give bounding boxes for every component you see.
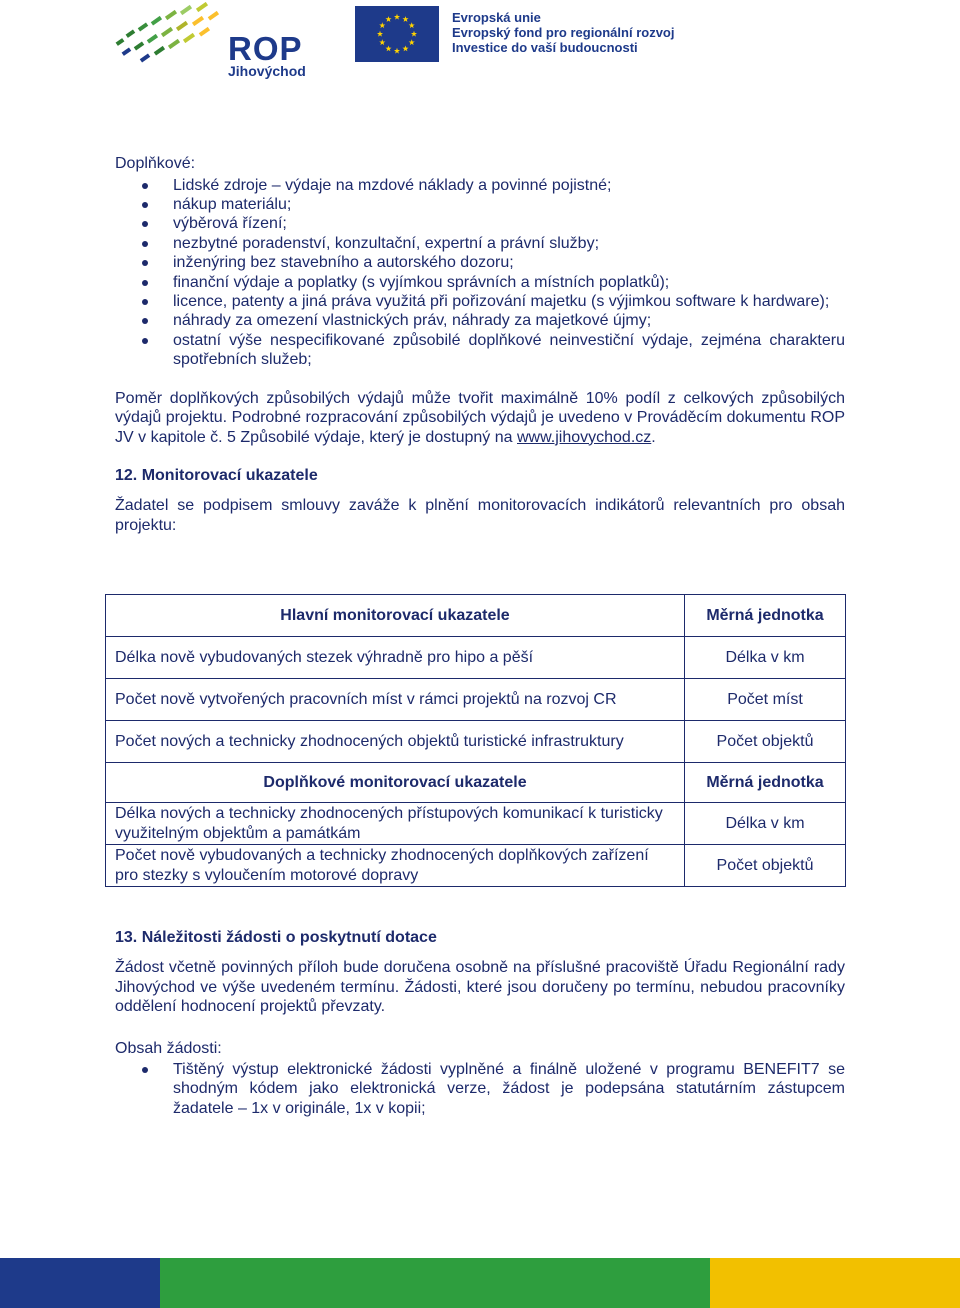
section-12-paragraph: Žadatel se podpisem smlouvy zaváže k plnění monitorovacích indikátorů relevantních pro obsah projektu: — [115, 497, 845, 534]
table-cell: Délka nově vybudovaných stezek výhradně pro hipo a pěší — [106, 637, 685, 679]
list-item: licence, patenty a jiná práva využitá při pořizování majetku (s výjimkou software k hardware); — [115, 292, 845, 311]
page-header — [0, 0, 960, 95]
table-row — [106, 845, 846, 887]
section-13-title: 13. Náležitosti žádosti o poskytnutí dotace — [115, 929, 437, 946]
bullet-icon — [142, 338, 148, 344]
doplnkove-list — [115, 176, 845, 370]
document-body — [115, 154, 845, 535]
bullet-icon — [142, 241, 148, 247]
list-item: výběrová řízení; — [115, 214, 845, 233]
footer-bar-segment — [0, 1258, 160, 1308]
table-header-cell: Měrná jednotka — [685, 595, 846, 637]
bullet-icon — [142, 260, 148, 266]
section-13-paragraph: Žádost včetně povinných příloh bude doručena osobně na příslušné pracoviště Úřadu Regionální rady Jihovýchod ve výše uvedeném termínu. Žádosti, které jsou doručeny po termínu, nebudou pracovníky oddělení hodnocení projektů převzaty. — [115, 959, 845, 1015]
list-item: nákup materiálu; — [115, 195, 845, 214]
table-header-row — [106, 595, 846, 637]
table-header-row — [106, 763, 846, 803]
table-header-cell: Doplňkové monitorovací ukazatele — [106, 763, 685, 803]
bullet-icon — [142, 183, 148, 189]
bullet-icon — [142, 299, 148, 305]
pomer-paragraph: Poměr doplňkových způsobilých výdajů může tvořit maximálně 10% podíl z celkových způsobilých výdajů projektu. Podrobné rozpracování způsobilých výdajů je uvedeno v Prováděcím dokumentu ROP JV v kapitole č. 5 Způsobilé výdaje, který je dostupný na www.jihovychod.cz. — [115, 389, 845, 446]
bullet-icon — [142, 318, 148, 324]
bullet-icon — [142, 221, 148, 227]
table-row — [106, 679, 846, 721]
list-item: ostatní výše nespecifikované způsobilé doplňkové neinvestiční výdaje, zejména charakteru spotřebních služeb; — [115, 331, 845, 370]
monitoring-table — [105, 594, 846, 887]
table-cell: Počet objektů — [685, 721, 846, 763]
rop-logo-subtitle: Jihovýchod — [228, 63, 306, 79]
list-item: Lidské zdroje – výdaje na mzdové náklady a povinné pojistné; — [115, 176, 845, 195]
list-item: nezbytné poradenství, konzultační, expertní a právní služby; — [115, 234, 845, 253]
table-header-cell: Hlavní monitorovací ukazatele — [106, 595, 685, 637]
rop-logo-text: ROP — [228, 30, 303, 67]
footer-color-bar — [0, 1258, 960, 1308]
jihovychod-link[interactable]: www.jihovychod.cz — [517, 428, 652, 446]
list-item: inženýring bez stavebního a autorského dozoru; — [115, 253, 845, 272]
table-row — [106, 721, 846, 763]
bullet-icon — [142, 202, 148, 208]
table-cell: Délka v km — [685, 637, 846, 679]
eu-logo-text — [452, 10, 674, 55]
eu-flag-icon — [355, 6, 439, 62]
list-item: Tištěný výstup elektronické žádosti vyplněné a finálně uložené v programu BENEFIT7 se shodným kódem jako elektronická verze, žádost je podepsána statutárním zástupcem žadatele – 1x v originále, 1x v kopii; — [115, 1060, 845, 1118]
obsah-list — [115, 1060, 845, 1118]
table-row — [106, 637, 846, 679]
doplnkove-label: Doplňkové: — [115, 155, 196, 172]
table-row — [106, 803, 846, 845]
document-body-lower — [115, 928, 845, 1118]
section-12-title: 12. Monitorovací ukazatele — [115, 467, 318, 485]
obsah-label: Obsah žádosti: — [115, 1039, 222, 1057]
list-item: náhrady za omezení vlastnických práv, náhrady za majetkové újmy; — [115, 311, 845, 330]
bullet-icon — [142, 1067, 148, 1073]
table-header-cell: Měrná jednotka — [685, 763, 846, 803]
table-cell: Počet míst — [685, 679, 846, 721]
table-cell: Počet nově vybudovaných a technicky zhodnocených doplňkových zařízení pro stezky s vyloučením motorové dopravy — [106, 845, 685, 887]
footer-bar-segment — [710, 1258, 960, 1308]
table-cell: Počet nově vytvořených pracovních míst v rámci projektů na rozvoj CR — [106, 679, 685, 721]
eu-line-2: Evropský fond pro regionální rozvoj — [452, 25, 675, 40]
eu-line-1: Evropská unie — [452, 10, 541, 25]
bullet-icon — [142, 280, 148, 286]
list-item: finanční výdaje a poplatky (s vyjímkou správních a místních poplatků); — [115, 273, 845, 292]
table-cell: Počet nových a technicky zhodnocených objektů turistické infrastruktury — [106, 721, 685, 763]
footer-bar-segment — [160, 1258, 710, 1308]
table-cell: Délka nových a technicky zhodnocených přístupových komunikací k turisticky využitelným objektům a památkám — [106, 803, 685, 845]
table-cell: Počet objektů — [685, 845, 846, 887]
table-cell: Délka v km — [685, 803, 846, 845]
eu-line-3: Investice do vaší budoucnosti — [452, 40, 638, 55]
